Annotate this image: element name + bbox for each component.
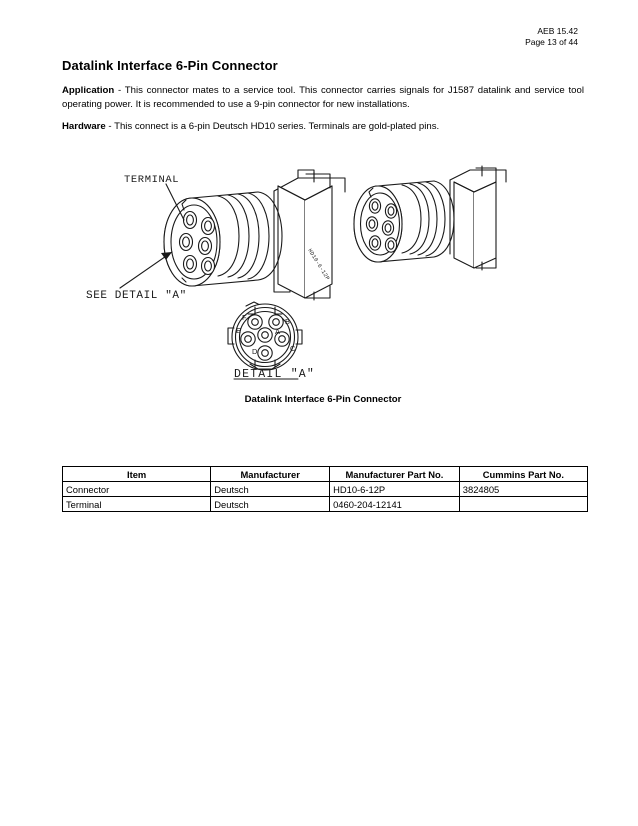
connector-drawing (62, 158, 584, 390)
cell-manufacturer-part-no: HD10-6-12P (330, 482, 460, 497)
table-header-manufacturer-part-no: Manufacturer Part No. (330, 467, 460, 482)
table-header-cummins-part-no: Cummins Part No. (459, 467, 587, 482)
paragraph-application (62, 84, 584, 111)
cell-manufacturer-part-no: 0460-204-12141 (330, 497, 460, 512)
page-title: Datalink Interface 6-Pin Connector (62, 58, 278, 73)
table-header-row (63, 467, 588, 482)
application-label: Application (62, 85, 115, 96)
detail-pin-label-b: B (285, 317, 290, 326)
terminal-callout-label: TERMINAL (124, 174, 180, 186)
document-header (525, 26, 578, 48)
table-header-item: Item (63, 467, 211, 482)
parts-table (62, 466, 588, 512)
detail-pin-label-d: D (252, 347, 258, 356)
detail-pin-label-a: A (275, 327, 280, 336)
cell-item: Terminal (63, 497, 211, 512)
hardware-label: Hardware (62, 121, 106, 132)
cell-item: Connector (63, 482, 211, 497)
detail-pin-label-c: C (290, 344, 296, 353)
page-number: Page 13 of 44 (525, 37, 578, 47)
cell-cummins-part-no (459, 497, 587, 512)
table-header-manufacturer: Manufacturer (211, 467, 330, 482)
table-row (63, 482, 588, 497)
connector-secondary-view (354, 166, 506, 270)
detail-pin-label-e: E (236, 326, 241, 335)
see-detail-callout-label: SEE DETAIL "A" (86, 290, 187, 302)
cell-manufacturer: Deutsch (211, 497, 330, 512)
figure-datalink-connector (62, 158, 584, 413)
connector-body-marking: HD10-6-12P (306, 247, 332, 282)
detail-pin-label-f: F (242, 313, 247, 322)
table-row (63, 497, 588, 512)
figure-caption: Datalink Interface 6-Pin Connector (244, 394, 402, 405)
connector-main-view (120, 170, 345, 300)
paragraph-hardware (62, 120, 584, 134)
detail-a-title: DETAIL "A" (234, 368, 316, 381)
hardware-text: - This connect is a 6-pin Deutsch HD10 series. Terminals are gold-plated pins. (105, 121, 440, 132)
cell-cummins-part-no: 3824805 (459, 482, 587, 497)
document-number: AEB 15.42 (537, 26, 578, 36)
application-text: - This connector mates to a service tool. This connector carries signals for J1587 datalink and service tool operating power. It is recommended to use a 9-pin connector for new installations. (62, 85, 584, 110)
cell-manufacturer: Deutsch (211, 482, 330, 497)
